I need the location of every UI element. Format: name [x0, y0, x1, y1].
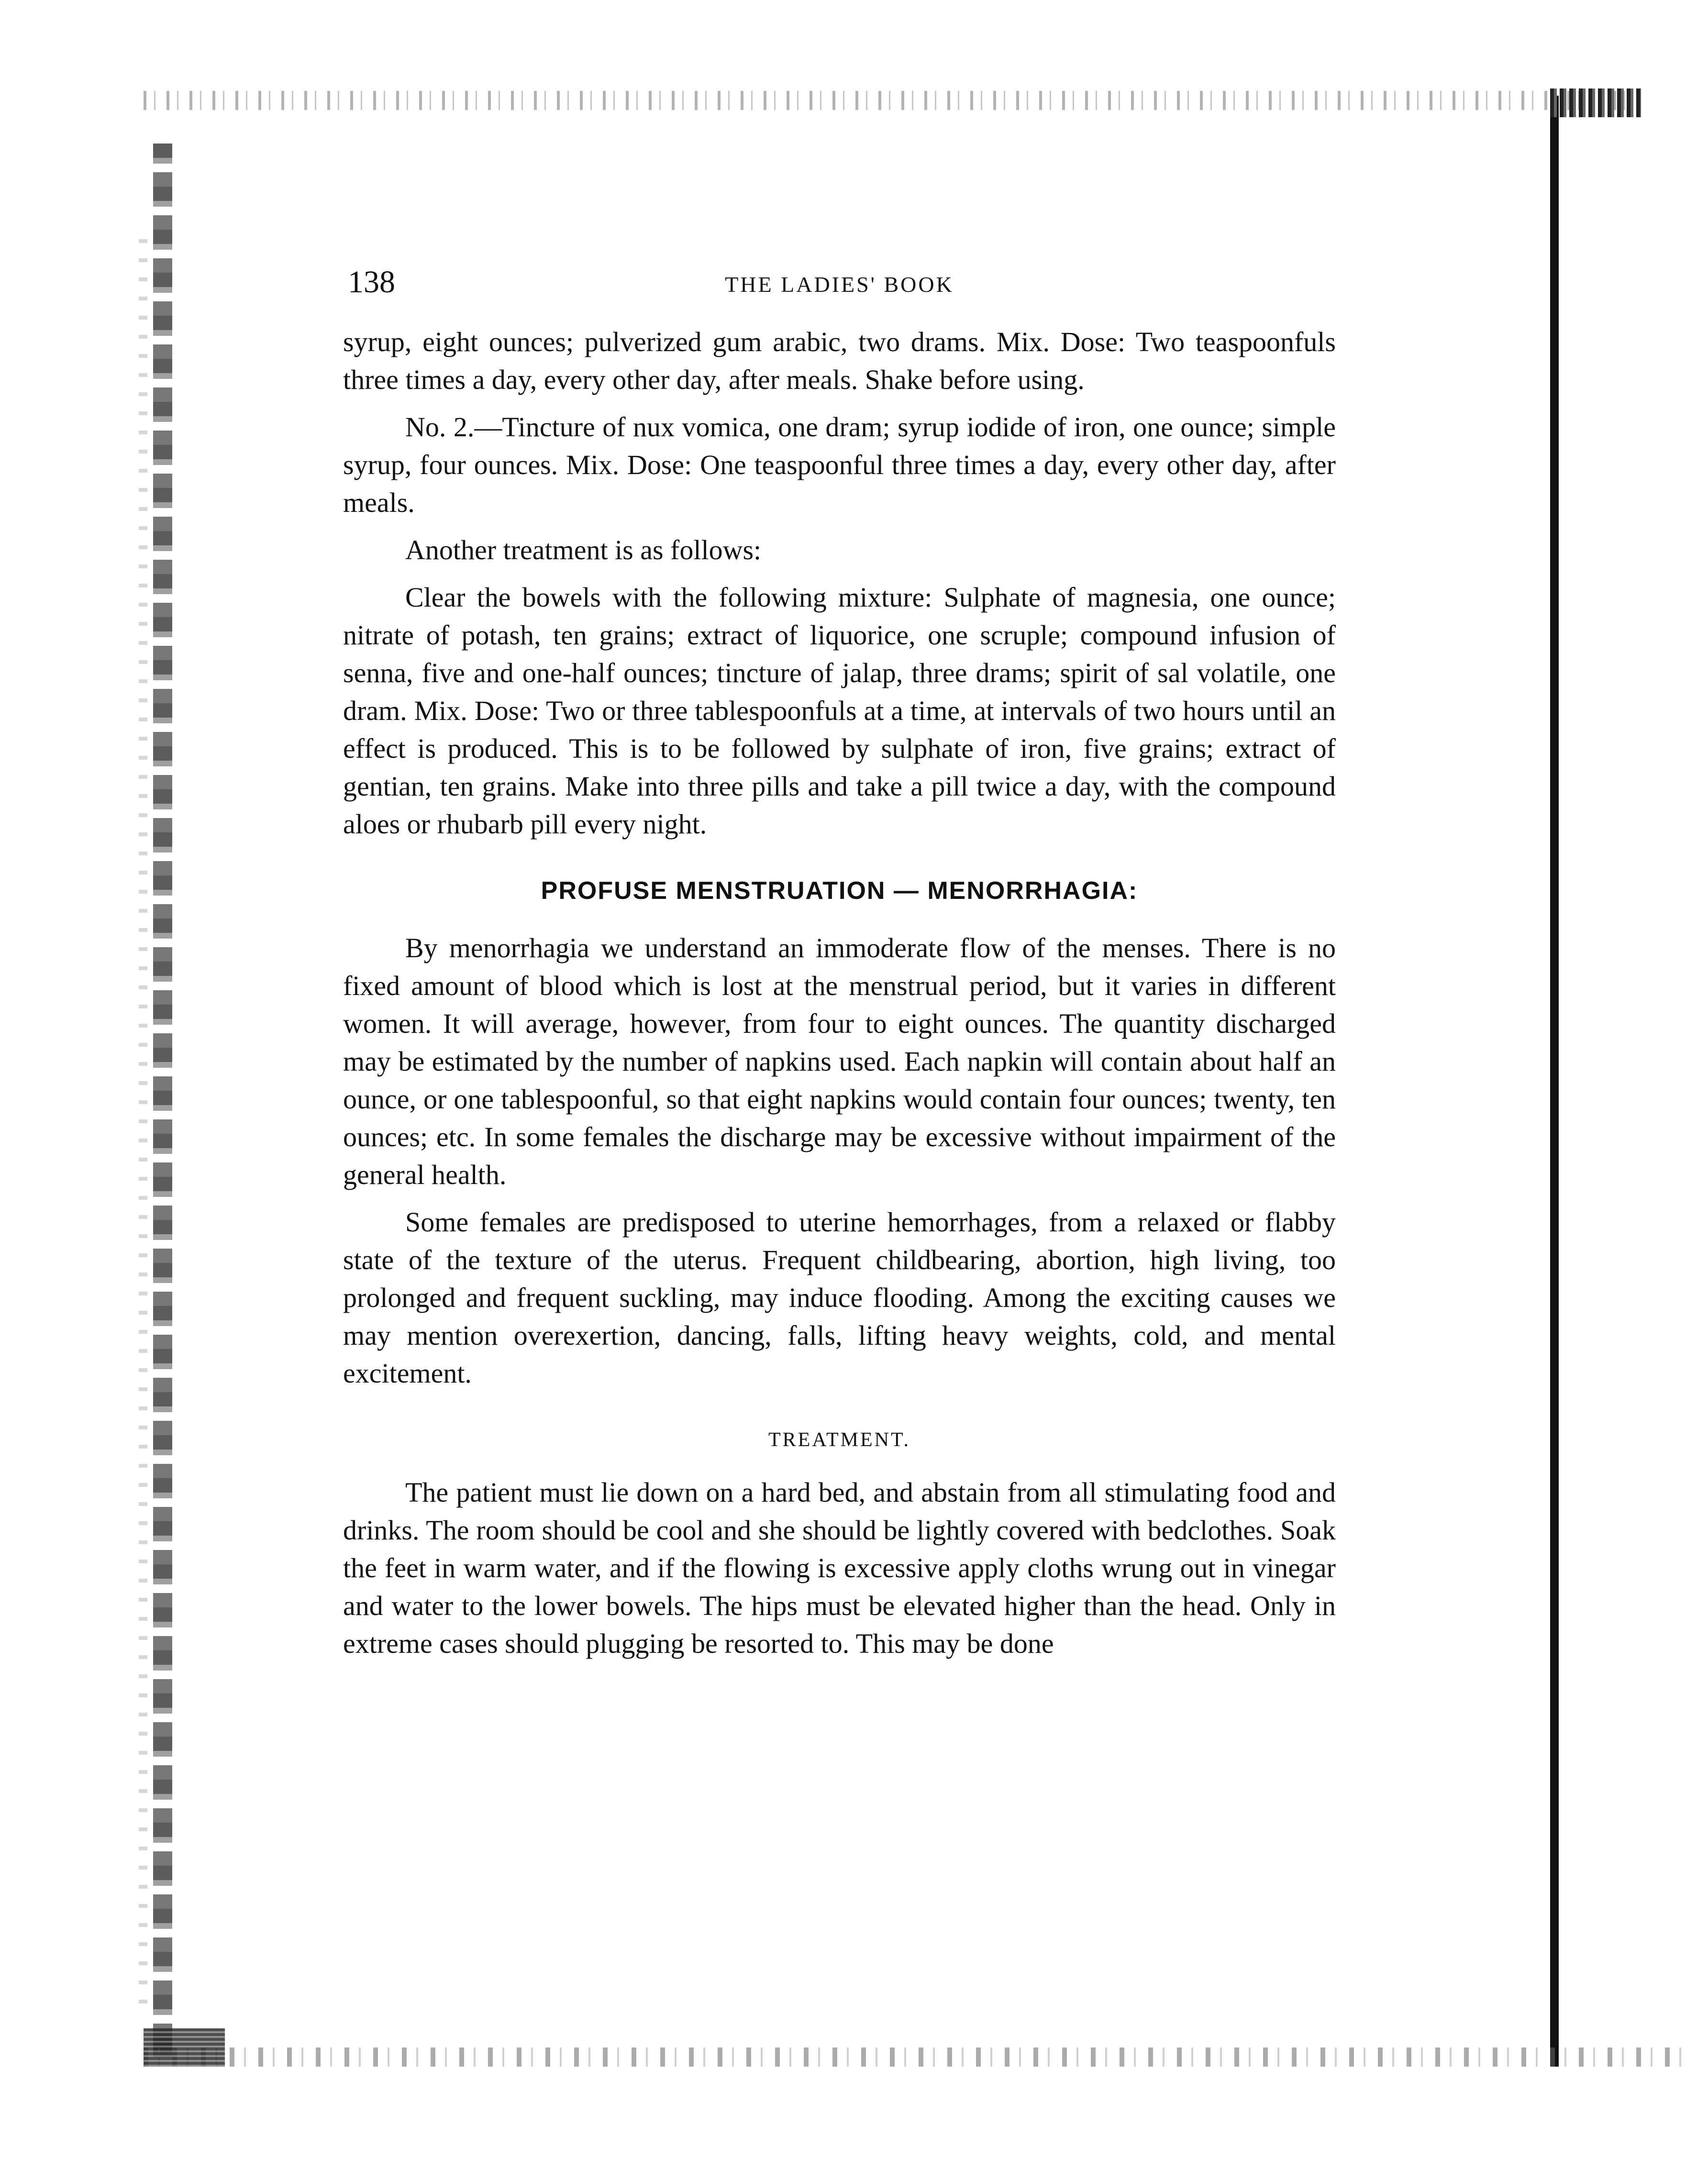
paragraph: The patient must lie down on a hard bed, and abstain from all stimulating food and drinks. The room should be cool and she should be lightly covered with bedclothes. Soak the feet in warm water, and if the flowing is excessive apply cloths wrung out in vinegar and water to the lower bowels. The hips must be elevated higher than the head. Only in extreme cases should plugging be resorted to. This may be done	[343, 1477, 1336, 1659]
scan-edge-top	[144, 91, 1646, 110]
running-head	[343, 261, 1336, 304]
scan-edge-left-shadow	[139, 239, 147, 2009]
treatment-heading: TREATMENT.	[768, 1429, 911, 1451]
text-block	[343, 261, 1336, 1672]
paragraph: By menorrhagia we understand an immoderate flow of the menses. There is no fixed amount of blood which is lost at the menstrual period, but it varies in different women. It will average, however, from four to eight ounces. The quantity discharged may be estimated by the number of napkins used. Each napkin will contain about half an ounce, or one tablespoonful, so that eight napkins would contain four ounces; twenty, ten ounces; etc. In some females the discharge may be excessive without impairment of the general health.	[343, 932, 1336, 1190]
paragraph: syrup, eight ounces; pulverized gum arabic, two drams. Mix. Dose: Two teaspoonfuls three times a day, every other day, after meals. Shake before using.	[343, 326, 1336, 395]
scan-edge-right-top	[1550, 89, 1641, 117]
paragraph: No. 2.—Tincture of nux vomica, one dram; syrup iodide of iron, one ounce; simple syrup, four ounces. Mix. Dose: One teaspoonful three times a day, every other day, after meals.	[343, 411, 1336, 518]
scan-edge-left	[153, 144, 172, 2057]
running-title: THE LADIES' BOOK	[725, 272, 954, 297]
paragraph: Another treatment is as follows:	[405, 534, 762, 565]
scan-edge-right	[1550, 96, 1559, 2067]
section-heading: PROFUSE MENSTRUATION — MENORRHAGIA:	[541, 877, 1138, 905]
paragraph: Clear the bowels with the following mixture: Sulphate of magnesia, one ounce; nitrate of potash, ten grains; extract of liquorice, one scruple; compound infusion of senna, five and one-half ounces; tincture of jalap, three drams; spirit of sal volatile, one dram. Mix. Dose: Two or three tablespoonfuls at a time, at intervals of two hours until an effect is produced. This is to be followed by sulphate of iron, five grains; extract of gentian, ten grains. Make into three pills and take a pill twice a day, with the compound aloes or rhubarb pill every night.	[343, 582, 1336, 840]
page-number: 138	[348, 265, 395, 299]
paragraph: Some females are predisposed to uterine hemorrhages, from a relaxed or flabby state of the texture of the uterus. Frequent childbearing, abortion, high living, too prolonged and frequent suckling, may induce flooding. Among the exciting causes we may mention overexertion, dancing, falls, lifting heavy weights, cold, and mental excitement.	[343, 1206, 1336, 1389]
scan-edge-bottom	[144, 2047, 1694, 2067]
scan-edge-bottom-left	[144, 2028, 225, 2067]
